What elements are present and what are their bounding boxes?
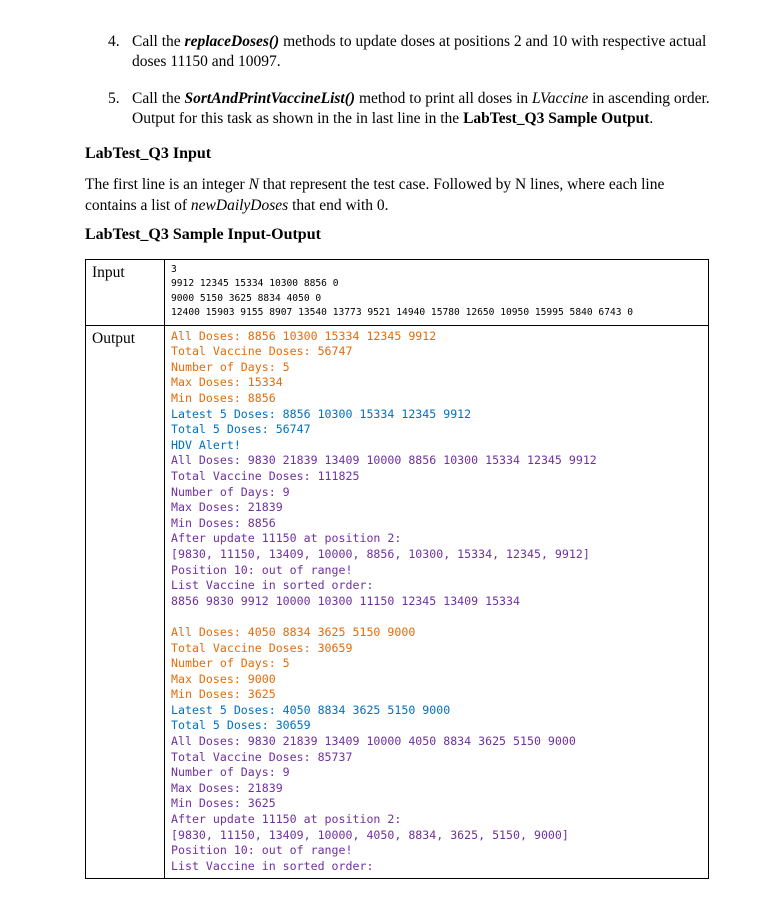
output-line: Max Doses: 21839 [171,780,283,795]
output-line: List Vaccine in sorted order: [171,858,374,873]
output-line: Total Vaccine Doses: 85737 [171,749,353,764]
output-line: After update 11150 at position 2: [171,812,402,827]
output-line: Number of Days: 5 [171,656,290,671]
output-line: Min Doses: 3625 [171,796,276,811]
input-description [85,174,710,216]
input-line: 12400 15903 9155 8907 13540 13773 9521 14940 15780 12650 10950 15995 5840 6743 0 [171,307,634,319]
output-label: Output [86,325,165,879]
output-line: [9830, 11150, 13409, 10000, 8856, 10300, 15334, 12345, 9912] [171,546,590,561]
step-4-pre: Call the [132,33,185,50]
output-line: After update 11150 at position 2: [171,531,402,546]
step-5-mid2: in ascending order. Output for this task as shown in the in last line in the [132,90,710,127]
step-5-text [132,89,712,129]
step-4-text [132,32,712,72]
output-line: All Doses: 4050 8834 3625 5150 9000 [171,624,416,639]
output-line: Min Doses: 8856 [171,515,276,530]
input-line: 9912 12345 15334 10300 8856 0 [171,278,339,290]
desc-a: The first line is an integer [85,176,249,193]
output-line: Total Vaccine Doses: 111825 [171,468,360,483]
step-4-method: replaceDoses() [184,33,280,50]
output-line: All Doses: 9830 21839 13409 10000 4050 8834 3625 5150 9000 [171,734,576,749]
step-5-number: 5. [108,90,120,107]
output-blank-line [171,609,708,625]
step-5-bold: LabTest_Q3 Sample Output [463,110,650,127]
output-line: [9830, 11150, 13409, 10000, 4050, 8834, 3625, 5150, 9000] [171,827,569,842]
output-line: Number of Days: 9 [171,765,290,780]
input-heading: LabTest_Q3 Input [85,145,212,162]
output-line: Max Doses: 21839 [171,500,283,515]
output-line: Latest 5 Doses: 8856 10300 15334 12345 9912 [171,406,472,421]
output-line: 8856 9830 9912 10000 10300 11150 12345 13409 15334 [171,593,521,608]
sample-io-table [85,259,709,879]
desc-n: N [248,176,259,193]
output-line: Min Doses: 8856 [171,391,276,405]
output-line: Total 5 Doses: 56747 [171,422,311,437]
output-line: Total 5 Doses: 30659 [171,718,311,733]
output-line: Latest 5 Doses: 4050 8834 3625 5150 9000 [171,702,451,717]
output-row [86,325,709,879]
input-row [86,260,709,326]
input-line: 9000 5150 3625 8834 4050 0 [171,292,322,304]
output-line: Max Doses: 15334 [171,375,283,390]
output-line: Position 10: out of range! [171,843,353,858]
desc-b: that represent the test case. Followed by N lines, where each line contains a list of [85,176,665,214]
output-line: Number of Days: 5 [171,359,290,374]
step-5-method: SortAndPrintVaccineList() [184,90,356,107]
output-line: Position 10: out of range! [171,562,353,577]
step-4-post: methods to update doses at positions 2 and 10 with respective actual doses 11150 and 10097. [132,33,707,70]
desc-var: newDailyDoses [190,197,289,214]
step-5-listname: LVaccine [532,90,589,107]
input-line: 3 [171,264,177,275]
output-line: Max Doses: 9000 [171,671,276,686]
output-line: All Doses: 8856 10300 15334 12345 9912 [171,328,437,343]
output-line: HDV Alert! [171,437,241,452]
output-line: Number of Days: 9 [171,484,290,499]
desc-c: that end with 0. [288,197,389,214]
step-5-mid: method to print all doses in [355,90,533,107]
step-5-pre: Call the [132,90,185,107]
output-line: All Doses: 9830 21839 13409 10000 8856 10300 15334 12345 9912 [171,453,597,468]
step-4-number: 4. [108,33,120,50]
output-line: List Vaccine in sorted order: [171,578,374,593]
output-line: Total Vaccine Doses: 30659 [171,640,353,655]
input-label: Input [86,260,165,326]
output-line: Min Doses: 3625 [171,687,276,702]
sample-heading: LabTest_Q3 Sample Input-Output [85,226,321,243]
input-cell [165,260,709,326]
step-5-post: . [649,110,654,127]
output-cell [165,325,709,879]
output-line: Total Vaccine Doses: 56747 [171,344,353,359]
